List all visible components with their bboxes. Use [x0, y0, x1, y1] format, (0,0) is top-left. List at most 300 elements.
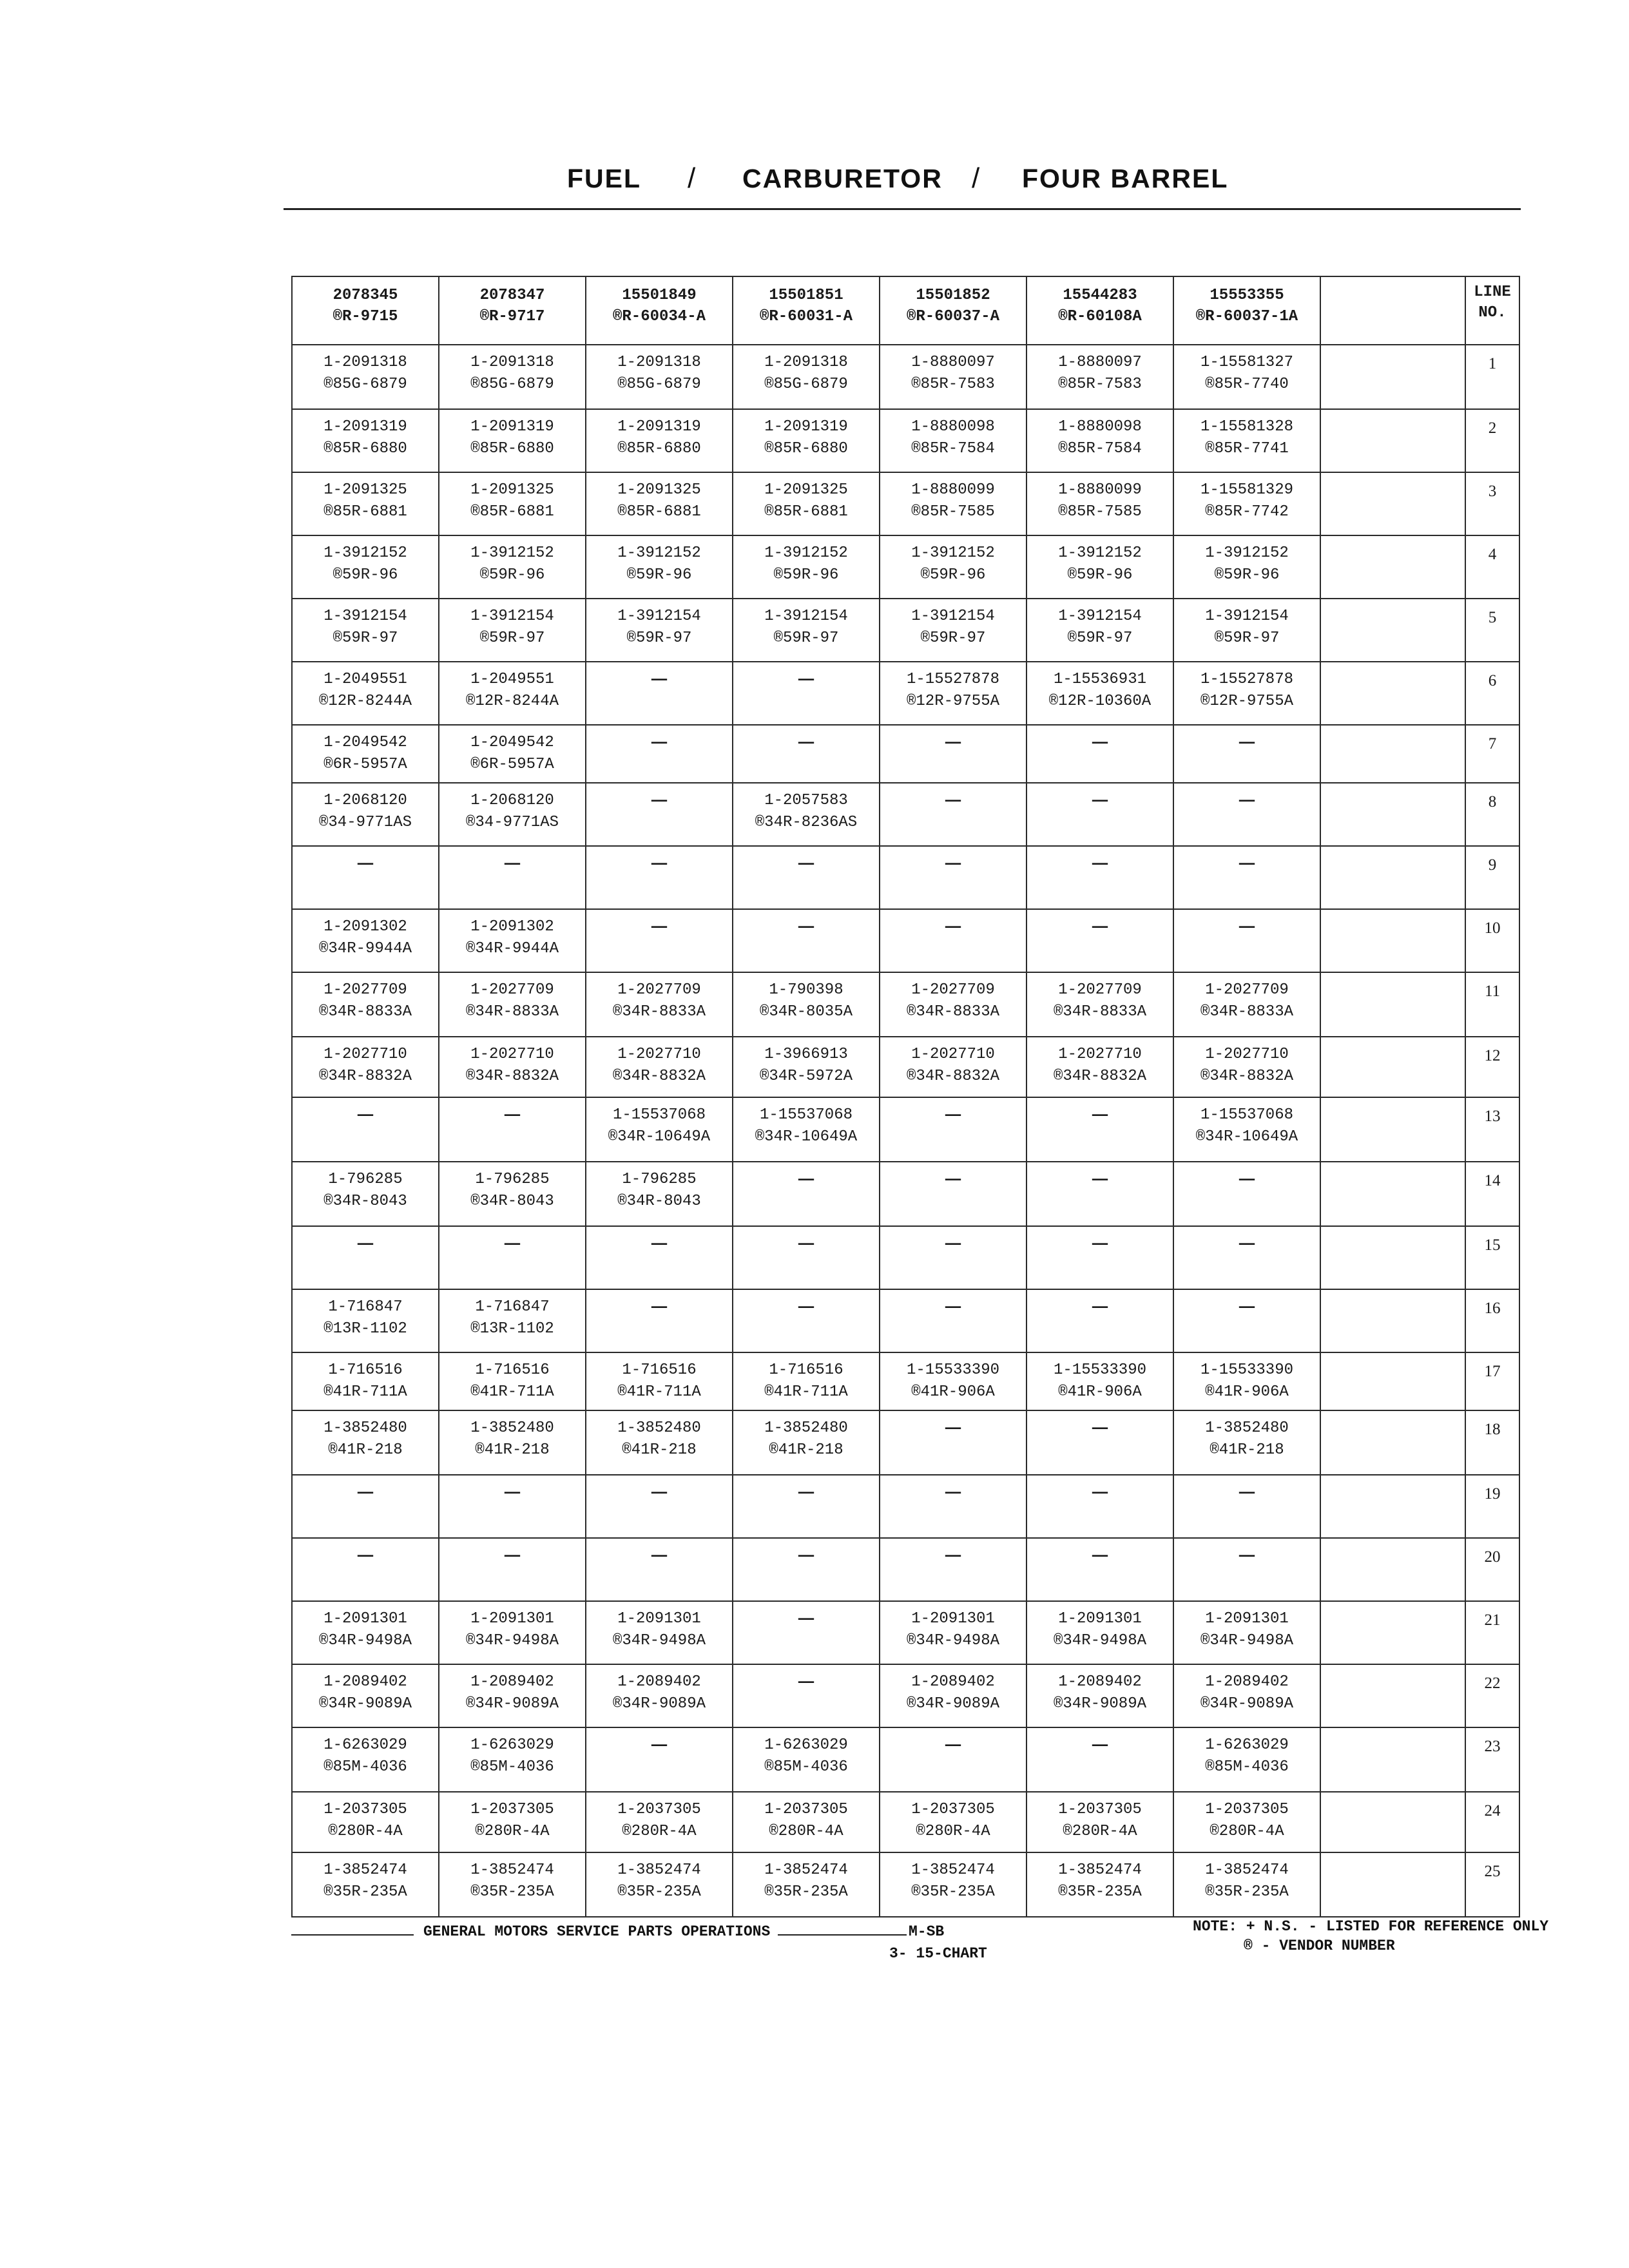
vendor-number: ®59R-97 [1067, 629, 1133, 647]
table-header-row [292, 276, 1519, 345]
part-number: 1-2027709 [1205, 981, 1289, 999]
column-model-number: 2078347 [479, 287, 545, 304]
table-cell [586, 909, 733, 972]
line-number: 11 [1465, 972, 1519, 1037]
blank-cell [1320, 1410, 1465, 1475]
not-applicable-dash: — [651, 666, 667, 695]
table-cell [292, 1601, 439, 1664]
part-number: 1-790398 [769, 981, 843, 999]
not-applicable-dash: — [357, 1230, 373, 1259]
vendor-number: ®34R-8833A [318, 1003, 412, 1021]
table-cell [733, 972, 880, 1037]
table-cell [1027, 725, 1173, 783]
table-row [292, 1037, 1519, 1097]
table-cell [1027, 1097, 1173, 1162]
vendor-number: ®85R-6881 [470, 503, 554, 521]
table-cell [439, 535, 586, 599]
title-fuel: FUEL [567, 164, 642, 193]
not-applicable-dash: — [1092, 913, 1108, 942]
part-number: 1-796285 [622, 1171, 697, 1188]
line-number: 25 [1465, 1852, 1519, 1917]
part-number: 1-3912152 [617, 544, 701, 562]
table-cell [292, 1727, 439, 1792]
table-cell [880, 1037, 1027, 1097]
not-applicable-dash: — [651, 850, 667, 879]
vendor-number: ®41R-218 [328, 1441, 403, 1459]
part-number: 1-3912152 [470, 544, 554, 562]
vendor-number: ®34R-9498A [465, 1632, 559, 1649]
table-cell [733, 409, 880, 472]
title-separator: / [972, 162, 981, 194]
blank-cell [1320, 1601, 1465, 1664]
table-cell [880, 725, 1027, 783]
table-cell [439, 1664, 586, 1727]
part-number: 1-8880097 [1058, 354, 1142, 371]
part-number: 1-2057583 [764, 792, 848, 809]
table-cell [733, 909, 880, 972]
vendor-number: ®34R-9089A [318, 1695, 412, 1713]
vendor-number: ®59R-96 [773, 566, 839, 584]
vendor-number: ®59R-97 [479, 629, 545, 647]
table-cell [880, 472, 1027, 535]
table-row [292, 846, 1519, 909]
table-row [292, 1601, 1519, 1664]
column-header [880, 276, 1027, 345]
page-title [0, 164, 1629, 209]
vendor-number: ®85R-6880 [764, 440, 848, 457]
column-model-number: 15544283 [1063, 287, 1137, 304]
part-number: 1-8880099 [911, 481, 995, 499]
not-applicable-dash: — [945, 1479, 961, 1508]
part-number: 1-6263029 [764, 1736, 848, 1754]
part-number: 1-15581328 [1200, 418, 1294, 436]
part-number: 1-3852480 [764, 1419, 848, 1437]
table-body [292, 345, 1519, 1917]
not-applicable-dash: — [798, 1230, 814, 1259]
part-number: 1-2091319 [323, 418, 407, 436]
table-cell [733, 1601, 880, 1664]
table-cell [733, 1097, 880, 1162]
part-number: 1-2068120 [323, 792, 407, 809]
vendor-number: ®35R-235A [1058, 1883, 1142, 1901]
table-cell [880, 1852, 1027, 1917]
vendor-number: ®34R-9089A [1200, 1695, 1294, 1713]
line-number: 9 [1465, 846, 1519, 909]
table-cell [439, 1727, 586, 1792]
column-header [1027, 276, 1173, 345]
vendor-number: ®41R-711A [323, 1383, 407, 1401]
table-cell [1027, 1352, 1173, 1410]
part-number: 1-2091301 [323, 1610, 407, 1628]
table-cell [1173, 909, 1320, 972]
not-applicable-dash: — [798, 1479, 814, 1508]
part-number: 1-2049542 [323, 734, 407, 751]
blank-cell [1320, 909, 1465, 972]
table-cell [880, 1097, 1027, 1162]
vendor-number: ®85R-7584 [911, 440, 995, 457]
part-number: 1-3912154 [1058, 608, 1142, 625]
vendor-number: ®6R-5957A [323, 756, 407, 773]
vendor-number: ®34R-8832A [906, 1068, 1000, 1085]
table-row [292, 1792, 1519, 1852]
table-cell [292, 1475, 439, 1538]
table-cell [292, 1664, 439, 1727]
not-applicable-dash: — [1092, 1542, 1108, 1571]
table-cell [1027, 535, 1173, 599]
table-cell [439, 972, 586, 1037]
table-cell [880, 1226, 1027, 1289]
part-number: 1-15533390 [1200, 1361, 1294, 1379]
table-row [292, 1289, 1519, 1352]
table-cell [1173, 345, 1320, 409]
table-cell [1027, 1538, 1173, 1601]
part-number: 1-3912154 [323, 608, 407, 625]
part-number: 1-2089402 [1205, 1673, 1289, 1691]
table-cell [586, 535, 733, 599]
line-header-text: LINE [1474, 284, 1511, 301]
line-number: 20 [1465, 1538, 1519, 1601]
not-applicable-dash: — [651, 1293, 667, 1322]
table-cell [1173, 1226, 1320, 1289]
vendor-number: ®34R-8833A [612, 1003, 706, 1021]
table-cell [292, 535, 439, 599]
vendor-number: ®85R-6881 [323, 503, 407, 521]
vendor-number: ®280R-4A [1063, 1823, 1137, 1840]
table-row [292, 1664, 1519, 1727]
table-cell [292, 846, 439, 909]
table-cell [880, 345, 1027, 409]
part-number: 1-796285 [475, 1171, 550, 1188]
table-cell [733, 1538, 880, 1601]
part-number: 1-716516 [475, 1361, 550, 1379]
table-cell [1173, 1538, 1320, 1601]
line-number: 18 [1465, 1410, 1519, 1475]
table-cell [733, 1352, 880, 1410]
vendor-number: ®85R-7584 [1058, 440, 1142, 457]
table-cell [1173, 1097, 1320, 1162]
table-cell [586, 1352, 733, 1410]
part-number: 1-2027710 [323, 1046, 407, 1063]
blank-cell [1320, 472, 1465, 535]
vendor-number: ®34R-10649A [1195, 1128, 1298, 1146]
column-header [439, 276, 586, 345]
line-header-text: NO. [1478, 304, 1507, 322]
table-cell [880, 1538, 1027, 1601]
title-rule [284, 208, 1521, 210]
vendor-number: ®34R-9089A [1053, 1695, 1147, 1713]
line-number: 7 [1465, 725, 1519, 783]
vendor-number: ®59R-96 [333, 566, 398, 584]
table-cell [586, 1162, 733, 1226]
column-header [292, 276, 439, 345]
table-cell [439, 1475, 586, 1538]
not-applicable-dash: — [651, 1230, 667, 1259]
table-cell [1173, 1289, 1320, 1352]
vendor-number: ®59R-96 [1214, 566, 1280, 584]
not-applicable-dash: — [798, 913, 814, 942]
line-number: 1 [1465, 345, 1519, 409]
vendor-number: ®12R-10360A [1048, 693, 1152, 710]
part-number: 1-2091302 [470, 918, 554, 936]
not-applicable-dash: — [357, 1101, 373, 1130]
table-cell [733, 472, 880, 535]
vendor-number: ®34R-8832A [318, 1068, 412, 1085]
not-applicable-dash: — [651, 1479, 667, 1508]
part-number: 1-2091318 [617, 354, 701, 371]
vendor-number: ®34-9771AS [318, 814, 412, 831]
table-cell [880, 1410, 1027, 1475]
table-cell [586, 1475, 733, 1538]
table-cell [1173, 535, 1320, 599]
blank-cell [1320, 1475, 1465, 1538]
not-applicable-dash: — [798, 1668, 814, 1697]
part-number: 1-3852480 [617, 1419, 701, 1437]
table-row [292, 662, 1519, 725]
table-row [292, 1852, 1519, 1917]
part-number: 1-2091301 [470, 1610, 554, 1628]
part-number: 1-15527878 [906, 671, 1000, 688]
vendor-number: ®35R-235A [1205, 1883, 1289, 1901]
footer-rule [291, 1934, 414, 1936]
part-number: 1-8880098 [1058, 418, 1142, 436]
table-cell [586, 1226, 733, 1289]
line-number: 12 [1465, 1037, 1519, 1097]
table-cell [1027, 1037, 1173, 1097]
vendor-number: ®12R-8244A [465, 693, 559, 710]
vendor-number: ®85R-6881 [617, 503, 701, 521]
table-row [292, 725, 1519, 783]
part-number: 1-2089402 [911, 1673, 995, 1691]
table-cell [292, 1352, 439, 1410]
table-cell [439, 725, 586, 783]
vendor-number: ®59R-96 [1067, 566, 1133, 584]
not-applicable-dash: — [504, 1101, 520, 1130]
not-applicable-dash: — [1092, 1230, 1108, 1259]
part-number: 1-3912152 [911, 544, 995, 562]
table-cell [586, 599, 733, 662]
table-cell [586, 725, 733, 783]
part-number: 1-3852474 [470, 1861, 554, 1879]
vendor-number: ®12R-9755A [1200, 693, 1294, 710]
table-cell [733, 1852, 880, 1917]
not-applicable-dash: — [1092, 1101, 1108, 1130]
vendor-number: ®85M-4036 [1205, 1758, 1289, 1776]
table-cell [292, 1162, 439, 1226]
part-number: 1-15533390 [1053, 1361, 1147, 1379]
column-vendor-number: ®R-60037-1A [1195, 308, 1298, 325]
part-number: 1-2027709 [911, 981, 995, 999]
footer-note: NOTE: + N.S. - LISTED FOR REFERENCE ONLY [1193, 1918, 1549, 1935]
footer-rule [778, 1934, 907, 1936]
vendor-number: ®34R-8043 [323, 1193, 407, 1210]
not-applicable-dash: — [798, 1166, 814, 1195]
table-row [292, 599, 1519, 662]
vendor-number: ®34R-9089A [906, 1695, 1000, 1713]
table-cell [733, 345, 880, 409]
part-number: 1-8880097 [911, 354, 995, 371]
blank-cell [1320, 1538, 1465, 1601]
not-applicable-dash: — [504, 1542, 520, 1571]
vendor-number: ®85R-6880 [617, 440, 701, 457]
not-applicable-dash: — [651, 1731, 667, 1760]
vendor-number: ®41R-906A [1205, 1383, 1289, 1401]
table-cell [1027, 1664, 1173, 1727]
table-row [292, 1538, 1519, 1601]
vendor-number: ®34R-9089A [465, 1695, 559, 1713]
table-cell [1173, 1162, 1320, 1226]
blank-cell [1320, 1727, 1465, 1792]
table-cell [880, 846, 1027, 909]
table-cell [880, 662, 1027, 725]
table-cell [292, 783, 439, 846]
table-cell [439, 846, 586, 909]
table-cell [733, 662, 880, 725]
blank-cell [1320, 783, 1465, 846]
vendor-number: ®41R-711A [617, 1383, 701, 1401]
table-cell [733, 535, 880, 599]
line-number: 4 [1465, 535, 1519, 599]
table-cell [1173, 846, 1320, 909]
not-applicable-dash: — [798, 1605, 814, 1634]
line-number: 17 [1465, 1352, 1519, 1410]
footer-code: M-SB [909, 1923, 945, 1940]
column-vendor-number: ®R-9715 [333, 308, 398, 325]
vendor-number: ®59R-96 [479, 566, 545, 584]
not-applicable-dash: — [798, 666, 814, 695]
table-cell [586, 1727, 733, 1792]
part-number: 1-15536931 [1053, 671, 1147, 688]
vendor-number: ®85G-6879 [764, 376, 848, 393]
table-row [292, 409, 1519, 472]
table-cell [439, 409, 586, 472]
table-cell [292, 1226, 439, 1289]
vendor-number: ®85R-7583 [911, 376, 995, 393]
part-number: 1-2027710 [1058, 1046, 1142, 1063]
vendor-number: ®34R-8043 [470, 1193, 554, 1210]
table-cell [586, 1792, 733, 1852]
blank-cell [1320, 1097, 1465, 1162]
vendor-number: ®34R-8043 [617, 1193, 701, 1210]
not-applicable-dash: — [945, 913, 961, 942]
vendor-number: ®41R-218 [475, 1441, 550, 1459]
vendor-number: ®34R-9498A [318, 1632, 412, 1649]
part-number: 1-2091325 [470, 481, 554, 499]
table-row [292, 1162, 1519, 1226]
vendor-number: ®34R-5972A [759, 1068, 853, 1085]
part-number: 1-3912154 [764, 608, 848, 625]
table-cell [733, 1410, 880, 1475]
part-number: 1-15537068 [1200, 1106, 1294, 1124]
vendor-number: ®280R-4A [328, 1823, 403, 1840]
part-number: 1-3912152 [1058, 544, 1142, 562]
part-number: 1-716847 [475, 1298, 550, 1316]
not-applicable-dash: — [651, 1542, 667, 1571]
not-applicable-dash: — [1239, 787, 1255, 816]
part-number: 1-3912154 [911, 608, 995, 625]
part-number: 1-3852474 [764, 1861, 848, 1879]
vendor-number: ®34R-8832A [1053, 1068, 1147, 1085]
part-number: 1-2091319 [470, 418, 554, 436]
vendor-number: ®41R-711A [470, 1383, 554, 1401]
vendor-number: ®34R-9498A [1200, 1632, 1294, 1649]
table-cell [880, 783, 1027, 846]
table-cell [733, 599, 880, 662]
part-number: 1-2091325 [617, 481, 701, 499]
line-number: 23 [1465, 1727, 1519, 1792]
table-cell [1027, 1601, 1173, 1664]
table-cell [880, 1727, 1027, 1792]
table-cell [880, 599, 1027, 662]
line-number: 10 [1465, 909, 1519, 972]
part-number: 1-15581327 [1200, 354, 1294, 371]
table-cell [586, 1601, 733, 1664]
not-applicable-dash: — [1092, 1731, 1108, 1760]
not-applicable-dash: — [1092, 1414, 1108, 1443]
not-applicable-dash: — [798, 850, 814, 879]
table-cell [586, 1410, 733, 1475]
table-cell [733, 725, 880, 783]
table-cell [733, 1792, 880, 1852]
not-applicable-dash: — [1239, 1479, 1255, 1508]
vendor-number: ®13R-1102 [470, 1320, 554, 1338]
vendor-number: ®59R-97 [626, 629, 692, 647]
table-cell [1173, 599, 1320, 662]
vendor-number: ®41R-218 [1210, 1441, 1284, 1459]
column-model-number: 2078345 [333, 287, 398, 304]
table-cell [292, 725, 439, 783]
column-vendor-number: ®R-60108A [1058, 308, 1142, 325]
table-cell [586, 1852, 733, 1917]
vendor-number: ®34R-10649A [755, 1128, 858, 1146]
table-cell [1173, 662, 1320, 725]
blank-header [1320, 276, 1465, 345]
column-header [733, 276, 880, 345]
column-vendor-number: ®R-9717 [479, 308, 545, 325]
part-number: 1-8880099 [1058, 481, 1142, 499]
table-cell [586, 1538, 733, 1601]
column-vendor-number: ®R-60037-A [906, 308, 1000, 325]
table-cell [1173, 972, 1320, 1037]
table-row [292, 783, 1519, 846]
vendor-number: ®35R-235A [911, 1883, 995, 1901]
vendor-number: ®85R-6881 [764, 503, 848, 521]
table-cell [1027, 1475, 1173, 1538]
not-applicable-dash: — [1239, 1293, 1255, 1322]
table-cell [880, 1664, 1027, 1727]
table-cell [1173, 725, 1320, 783]
table-row [292, 535, 1519, 599]
part-number: 1-3852480 [1205, 1419, 1289, 1437]
vendor-number: ®85R-7583 [1058, 376, 1142, 393]
blank-cell [1320, 1037, 1465, 1097]
part-number: 1-716516 [622, 1361, 697, 1379]
part-number: 1-2037305 [323, 1801, 407, 1818]
table-cell [439, 1852, 586, 1917]
table-cell [292, 1852, 439, 1917]
table-cell [586, 662, 733, 725]
not-applicable-dash: — [945, 850, 961, 879]
part-number: 1-3852480 [470, 1419, 554, 1437]
table-cell [1173, 1037, 1320, 1097]
table-cell [1027, 1289, 1173, 1352]
vendor-number: ®280R-4A [475, 1823, 550, 1840]
table-cell [292, 972, 439, 1037]
vendor-number: ®85R-6880 [470, 440, 554, 457]
table-row [292, 1352, 1519, 1410]
part-number: 1-2091319 [764, 418, 848, 436]
not-applicable-dash: — [651, 787, 667, 816]
not-applicable-dash: — [1239, 1230, 1255, 1259]
